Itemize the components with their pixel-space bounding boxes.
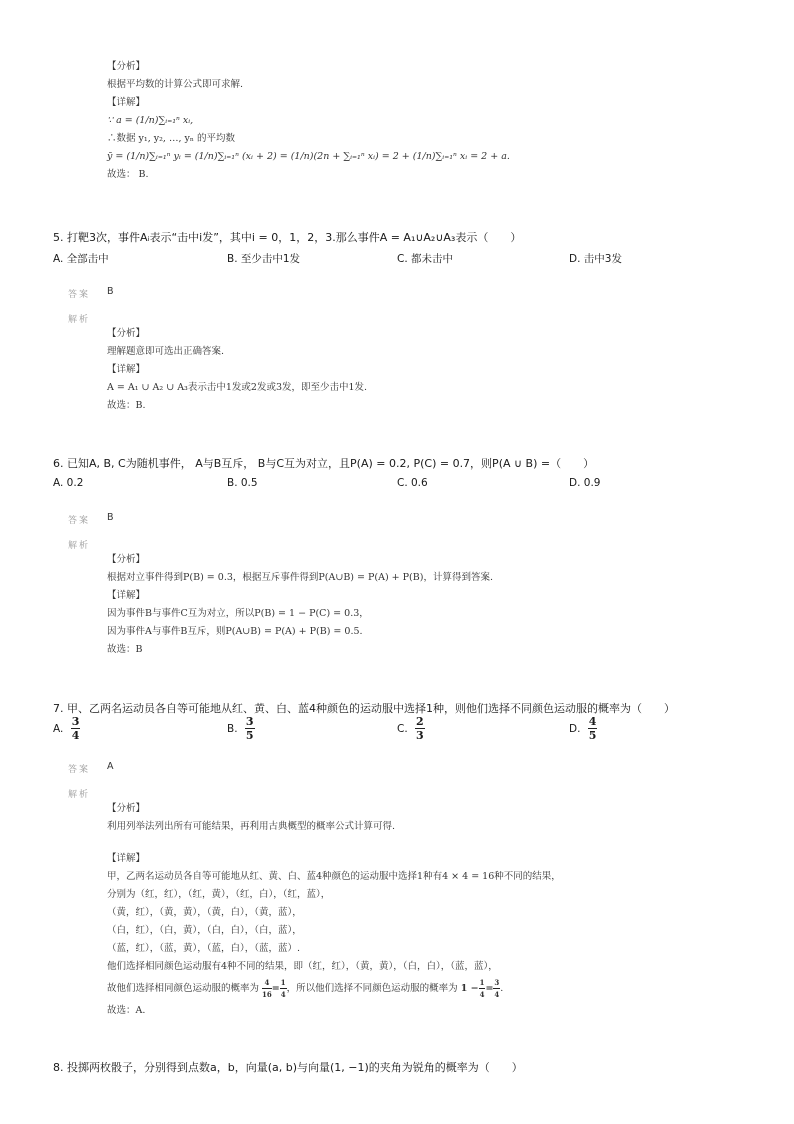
option-c <box>397 715 425 742</box>
option-b: B. 0.5 <box>227 477 258 489</box>
analysis-text: 根据对立事件得到P(B) = 0.3，根据互斥事件得到P(A∪B) = P(A) + P(B)，计算得到答案. <box>107 572 493 583</box>
detail-heading: 【详解】 <box>107 590 146 601</box>
option-a: A. 0.2 <box>53 477 84 489</box>
detail-line-5: （蓝，红），（蓝，黄），（蓝，白），（蓝，蓝）. <box>107 943 301 954</box>
answer-value: B <box>107 286 114 297</box>
fraction <box>588 715 598 742</box>
detail-text-1: 因为事件B与事件C互为对立，所以P(B) = 1 − P(C) = 0.3， <box>107 608 369 619</box>
option-letter: B. <box>227 722 238 735</box>
answer-value: A <box>107 761 114 772</box>
previous-solution <box>107 58 510 184</box>
answer-label: 答案 <box>68 765 91 775</box>
detail-text: ，所以他们选择不同颜色运动服的概率为 <box>286 983 458 994</box>
detail-text: 故他们选择相同颜色运动服的概率为 <box>107 983 260 994</box>
numerator: 4 <box>588 715 597 728</box>
detail-line-6: 他们选择相同颜色运动服有4种不同的结果，即（红，红），（黄，黄），（白，白），（蓝，蓝）， <box>107 961 498 972</box>
option-a <box>53 715 80 742</box>
explanation-label: 解析 <box>68 790 91 800</box>
spacer <box>107 836 561 850</box>
choice-line: 故选：A. <box>107 1005 146 1016</box>
detail-line-4: （白，红），（白，黄），（白，白），（白，蓝）， <box>107 925 302 936</box>
analysis-heading: 【分析】 <box>107 554 146 565</box>
analysis-text: 理解题意即可选出正确答案. <box>107 346 225 357</box>
detail-heading: 【详解】 <box>107 364 146 375</box>
option-b <box>227 715 255 742</box>
analysis-text: 利用列举法列出所有可能结果，再利用古典概型的概率公式计算可得. <box>107 821 396 832</box>
detail-text: A = A₁ ∪ A₂ ∪ A₃表示击中1发或2发或3发，即至少击中1发. <box>107 382 368 393</box>
question-6-stem: 6. 已知A, B, C为随机事件， A与B互斥， B与C互为对立，且P(A) = 0.2, P(C) = 0.7，则P(A ∪ B) =（ ） <box>53 457 595 470</box>
fraction <box>415 715 425 742</box>
detail-line-2: 分别为（红，红），（红，黄），（红，白），（红，蓝）， <box>107 889 331 900</box>
question-5-solution <box>107 325 367 415</box>
answer-label: 答案 <box>68 290 91 300</box>
detail-line-1: 甲，乙两名运动员各自等可能地从红、黄、白、蓝4种颜色的运动服中选择1种有4 × 4 = 16种不同的结果， <box>107 871 561 882</box>
option-d: D. 0.9 <box>569 477 601 489</box>
option-letter: D. <box>569 722 581 735</box>
question-6-options <box>53 477 753 497</box>
fraction <box>245 715 255 742</box>
analysis-heading: 【分析】 <box>107 328 146 339</box>
denominator: 3 <box>416 729 424 742</box>
fraction: $\frac{1}{4}$ <box>479 978 485 999</box>
option-d <box>569 715 597 742</box>
answer-value: B <box>107 512 114 523</box>
analysis-heading: 【分析】 <box>107 61 146 72</box>
option-letter: A. <box>53 722 64 735</box>
question-7-options <box>53 715 753 747</box>
choice-line: 故选：B <box>107 644 143 655</box>
option-d: D. 击中3发 <box>569 253 622 265</box>
analysis-heading: 【分析】 <box>107 803 146 814</box>
option-c: C. 0.6 <box>397 477 428 489</box>
question-8-stem: 8. 投掷两枚骰子，分别得到点数a，b，向量(a, b)与向量(1, −1)的夹角为锐角的概率为（ ） <box>53 1061 523 1074</box>
fraction <box>71 715 81 742</box>
fraction: $\frac{3}{4}$ <box>494 978 500 999</box>
option-c: C. 都未击中 <box>397 253 454 265</box>
choice-line: 故选：B. <box>107 400 146 411</box>
option-a: A. 全部击中 <box>53 253 109 265</box>
formula-line-2: ∴数据 y₁, y₂, …, yₙ 的平均数 <box>107 133 235 144</box>
denominator: 5 <box>245 729 254 742</box>
question-5-stem: 5. 打靶3次，事件Aᵢ表示“击中i发”，其中i = 0，1，2，3.那么事件A = A₁∪A₂∪A₃表示（ ） <box>53 231 522 244</box>
question-6-solution <box>107 551 493 659</box>
question-7-solution <box>107 800 561 1020</box>
numerator: 3 <box>245 715 254 728</box>
denominator: 4 <box>71 729 80 742</box>
detail-line-7: 故他们选择相同颜色运动服的概率为 $\frac{4}{16}$ = $\frac{1}{4}$ ，所以他们选择不同颜色运动服的概率为 1 − $\frac{1}{4}$ = $\frac{3}{4}$ . <box>107 978 504 999</box>
detail-line-3: （黄，红），（黄，黄），（黄，白），（黄，蓝）， <box>107 907 302 918</box>
detail-text: . <box>500 983 504 994</box>
question-5-options <box>53 251 753 271</box>
numerator: 2 <box>416 715 424 728</box>
fraction: $\frac{1}{4}$ <box>280 978 286 999</box>
option-b: B. 至少击中1发 <box>227 253 301 265</box>
formula-line-3: ȳ = (1/n)∑ᵢ₌₁ⁿ yᵢ = (1/n)∑ᵢ₌₁ⁿ (xᵢ + 2) = (1/n)(2n + ∑ᵢ₌₁ⁿ xᵢ) = 2 + (1/n)∑ᵢ₌₁ⁿ xᵢ = 2 + a. <box>107 151 510 162</box>
answer-label: 答案 <box>68 516 91 526</box>
detail-heading: 【详解】 <box>107 853 146 864</box>
detail-heading: 【详解】 <box>107 97 146 108</box>
option-letter: C. <box>397 722 408 735</box>
detail-text-2: 因为事件A与事件B互斥，则P(A∪B) = P(A) + P(B) = 0.5. <box>107 626 363 637</box>
question-7-stem: 7. 甲、乙两名运动员各自等可能地从红、黄、白、蓝4种颜色的运动服中选择1种，则他们选择不同颜色运动服的概率为（ ） <box>53 702 675 715</box>
explanation-label: 解析 <box>68 541 91 551</box>
choice-line: 故选： B. <box>107 169 149 180</box>
numerator: 3 <box>71 715 80 728</box>
fraction: $\frac{4}{16}$ <box>262 978 272 999</box>
denominator: 5 <box>588 729 597 742</box>
explanation-label: 解析 <box>68 315 91 325</box>
analysis-text: 根据平均数的计算公式即可求解. <box>107 79 244 90</box>
formula-line-1: ∵ a = (1/n)∑ᵢ₌₁ⁿ xᵢ, <box>107 115 194 126</box>
